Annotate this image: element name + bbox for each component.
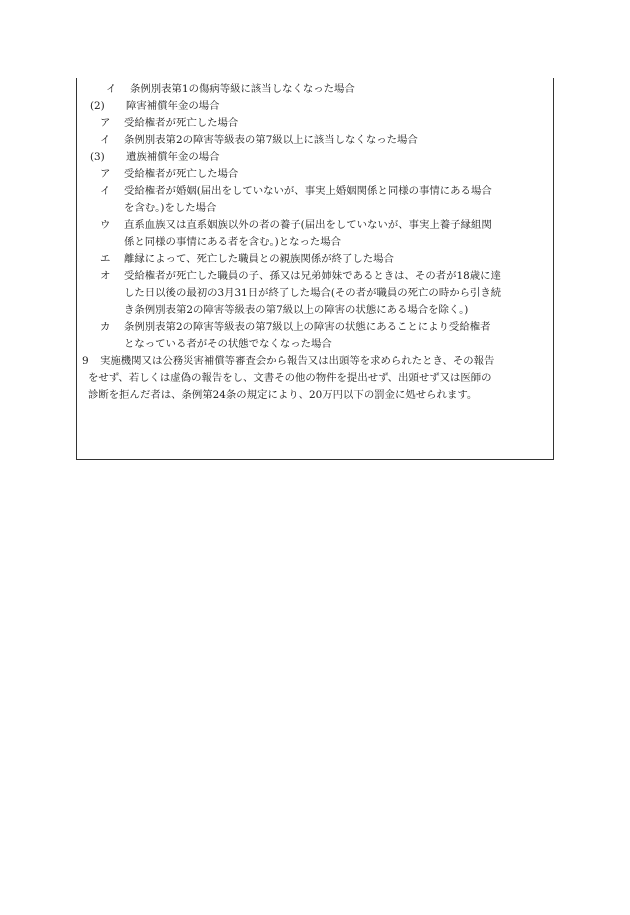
item-marker: イ: [106, 83, 117, 95]
clause-9-continued-2: [82, 387, 552, 404]
item-3-u-continued: [82, 234, 552, 251]
item-3-ka: [82, 319, 552, 336]
item-3-a: [82, 166, 552, 183]
item-text: 受給権者が死亡した場合: [124, 117, 239, 129]
item-text: 条例別表第2の障害等級表の第7級以上の障害の状態にあることにより受給権者: [124, 321, 491, 333]
item-3-u: [82, 217, 552, 234]
item-text-continued: した日以後の最初の3月31日が終了した場合(その者が職員の死亡の時から引き続: [124, 287, 502, 299]
item-text: 受給権者が婚姻(届出をしていないが、事実上婚姻関係と同様の事情にある場合: [124, 185, 492, 197]
item-text-continued: き条例別表第2の障害等級表の第7級以上の障害の状態にある場合を除く。): [124, 304, 469, 316]
section-title: 遺族補償年金の場合: [126, 151, 220, 163]
item-marker: オ: [100, 270, 111, 282]
item-2-a: [82, 115, 552, 132]
item-marker: カ: [100, 321, 111, 333]
clause-text-continued: 診断を拒んだ者は、条例第24条の規定により、20万円以下の罰金に処せられます。: [88, 389, 478, 401]
item-text-continued: を含む。)をした場合: [124, 202, 217, 214]
item-marker: イ: [100, 185, 111, 197]
clause-9: [82, 353, 552, 370]
item-3-i: [82, 183, 552, 200]
clause-text: 実施機関又は公務災害補償等審査会から報告又は出頭等を求められたとき、その報告: [100, 355, 495, 367]
item-text: 条例別表第2の障害等級表の第7級以上に該当しなくなった場合: [124, 134, 418, 146]
item-text: 直系血族又は直系姻族以外の者の養子(届出をしていないが、事実上養子縁組関: [124, 219, 492, 231]
clause-9-continued: [82, 370, 552, 387]
item-marker: エ: [100, 253, 111, 265]
item-3-i-continued: [82, 200, 552, 217]
item-marker: イ: [100, 134, 111, 146]
item-marker: ア: [100, 168, 111, 180]
section-title: 障害補償年金の場合: [126, 100, 220, 112]
section-2-heading: [82, 98, 552, 115]
section-marker: (3): [90, 151, 105, 163]
item-3-o: [82, 268, 552, 285]
clause-text-continued: をせず、若しくは虚偽の報告をし、文書その他の物件を提出せず、出頭せず又は医師の: [88, 372, 492, 384]
item-text-continued: となっている者がその状態でなくなった場合: [124, 338, 332, 350]
item-text: 条例別表第1の傷病等級に該当しなくなった場合: [130, 83, 355, 95]
item-marker: ウ: [100, 219, 111, 231]
item-3-o-continued-2: [82, 302, 552, 319]
item-3-e: [82, 251, 552, 268]
item-3-o-continued: [82, 285, 552, 302]
item-3-ka-continued: [82, 336, 552, 353]
document-body: [82, 81, 552, 404]
section-3-heading: [82, 149, 552, 166]
item-text: 受給権者が死亡した職員の子、孫又は兄弟姉妹であるときは、その者が18歳に達: [124, 270, 501, 282]
item-text: 受給権者が死亡した場合: [124, 168, 239, 180]
item-text: 離縁によって、死亡した職員との親族関係が終了した場合: [124, 253, 394, 265]
item-2-i: [82, 132, 552, 149]
item-1-i: [82, 81, 552, 98]
section-marker: (2): [90, 100, 105, 112]
clause-marker: 9: [82, 355, 89, 367]
item-marker: ア: [100, 117, 111, 129]
item-text-continued: 係と同様の事情にある者を含む。)となった場合: [124, 236, 342, 248]
